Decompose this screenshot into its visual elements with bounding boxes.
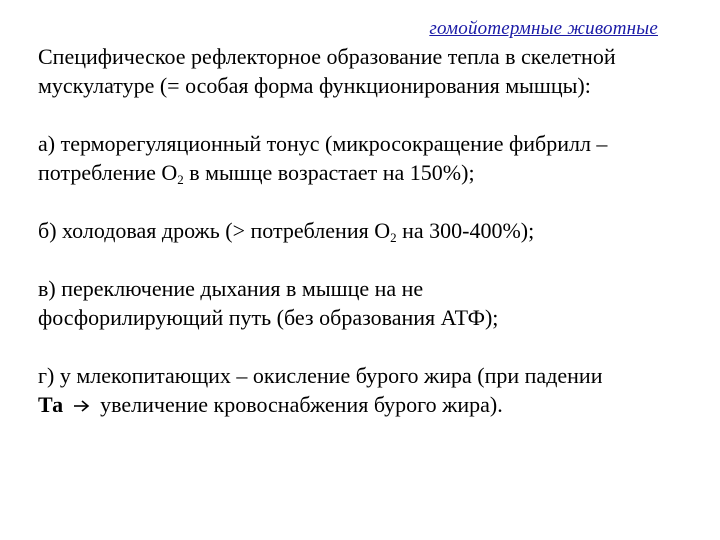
item-d-text-after: увеличение кровоснабжения бурого жира). [100, 392, 503, 417]
item-b [38, 216, 688, 245]
right-arrow-icon [73, 390, 91, 419]
item-d [38, 361, 688, 419]
item-a-subscript: 2 [177, 172, 184, 187]
item-d-line1: г) у млекопитающих – окисление бурого жира (при падении [38, 363, 603, 388]
item-a-text-before: а) терморегуляционный тонус (микросокращение фибрилл – потребление О [38, 131, 608, 185]
item-c: в) переключение дыхания в мышце на не фосфорилирующий путь (без образования АТФ); [38, 276, 499, 330]
item-d-bold-ta: Та [38, 392, 64, 417]
item-b-text-before: б) холодовая дрожь (> потребления О [38, 218, 391, 243]
item-a-text-after: в мышце возрастает на 150%); [183, 160, 475, 185]
slide-content [38, 42, 688, 419]
header-link[interactable]: гомойотермные животные [429, 18, 658, 39]
item-b-subscript: 2 [390, 230, 397, 245]
item-a [38, 129, 678, 187]
item-b-text-after: на 300-400%); [396, 218, 535, 243]
intro-paragraph: Специфическое рефлекторное образование тепла в скелетной мускулатуре (= особая форма функционирования мышцы): [38, 44, 616, 98]
